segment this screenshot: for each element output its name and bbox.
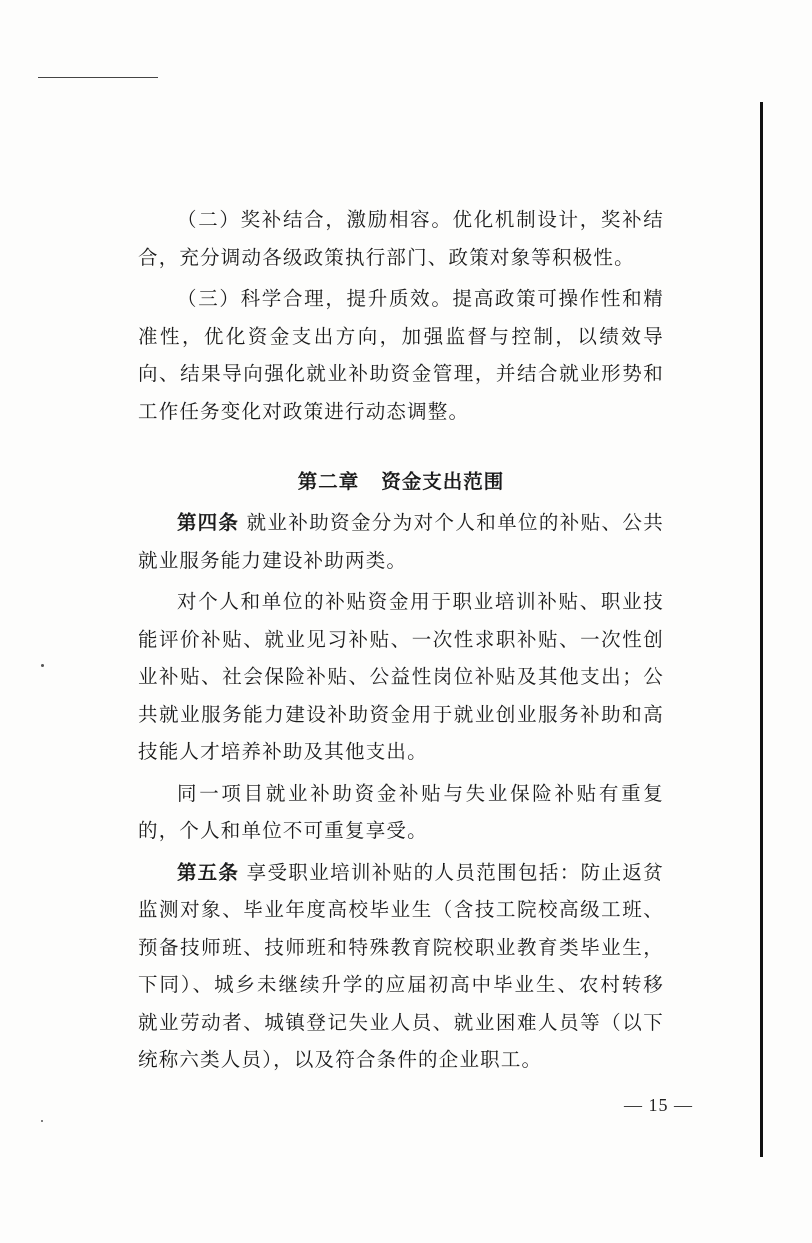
chapter-heading (138, 464, 664, 500)
paragraph-principle-3: （三）科学合理，提升质效。提高政策可操作性和精准性，优化资金支出方向，加强监督与控制，以绩效导向、结果导向强化就业补助资金管理，并结合就业形势和工作任务变化对政策进行动态调整。 (138, 287, 664, 423)
paragraph-principle-2: （二）奖补结合，激励相容。优化机制设计，奖补结合，充分调动各级政策执行部门、政策对象等积极性。 (138, 208, 664, 269)
chapter-title: 资金支出范围 (381, 470, 505, 493)
article-5 (138, 854, 664, 1079)
article-5-text: 享受职业培训补贴的人员范围包括：防止返贫监测对象、毕业年度高校毕业生（含技工院校高级工班、预备技师班、技师班和特殊教育院校职业教育类毕业生，下同）、城乡未继续升学的应届初高中毕业生、农村转移就业劳动者、城镇登记失业人员、就业困难人员等（以下统称六类人员），以及符合条件的企业职工。 (138, 860, 664, 1071)
document-body (138, 201, 664, 1079)
article-4-no-duplicate: 同一项目就业补助资金补贴与失业保险补贴有重复的，个人和单位不可重复享受。 (138, 781, 664, 842)
chapter-number: 第二章 (297, 470, 360, 493)
top-rule (38, 77, 158, 78)
article-4 (138, 504, 664, 579)
article-4-label: 第四条 (177, 511, 240, 534)
article-5-label: 第五条 (177, 860, 240, 884)
page-number: — 15 — (624, 1095, 693, 1115)
article-4-subsidy-uses: 对个人和单位的补贴资金用于职业培训补贴、职业技能评价补贴、就业见习补贴、一次性求职补贴、一次性创业补贴、社会保险补贴、公益性岗位补贴及其他支出；公共就业服务能力建设补助资金用于就业创业服务补助和高技能人才培养补助及其他支出。 (138, 590, 664, 763)
binding-edge-line (760, 102, 763, 1157)
scan-speck (41, 1120, 43, 1122)
article-4-text: 就业补助资金分为对个人和单位的补贴、公共就业服务能力建设补助两类。 (138, 511, 664, 572)
scan-speck (41, 664, 44, 667)
